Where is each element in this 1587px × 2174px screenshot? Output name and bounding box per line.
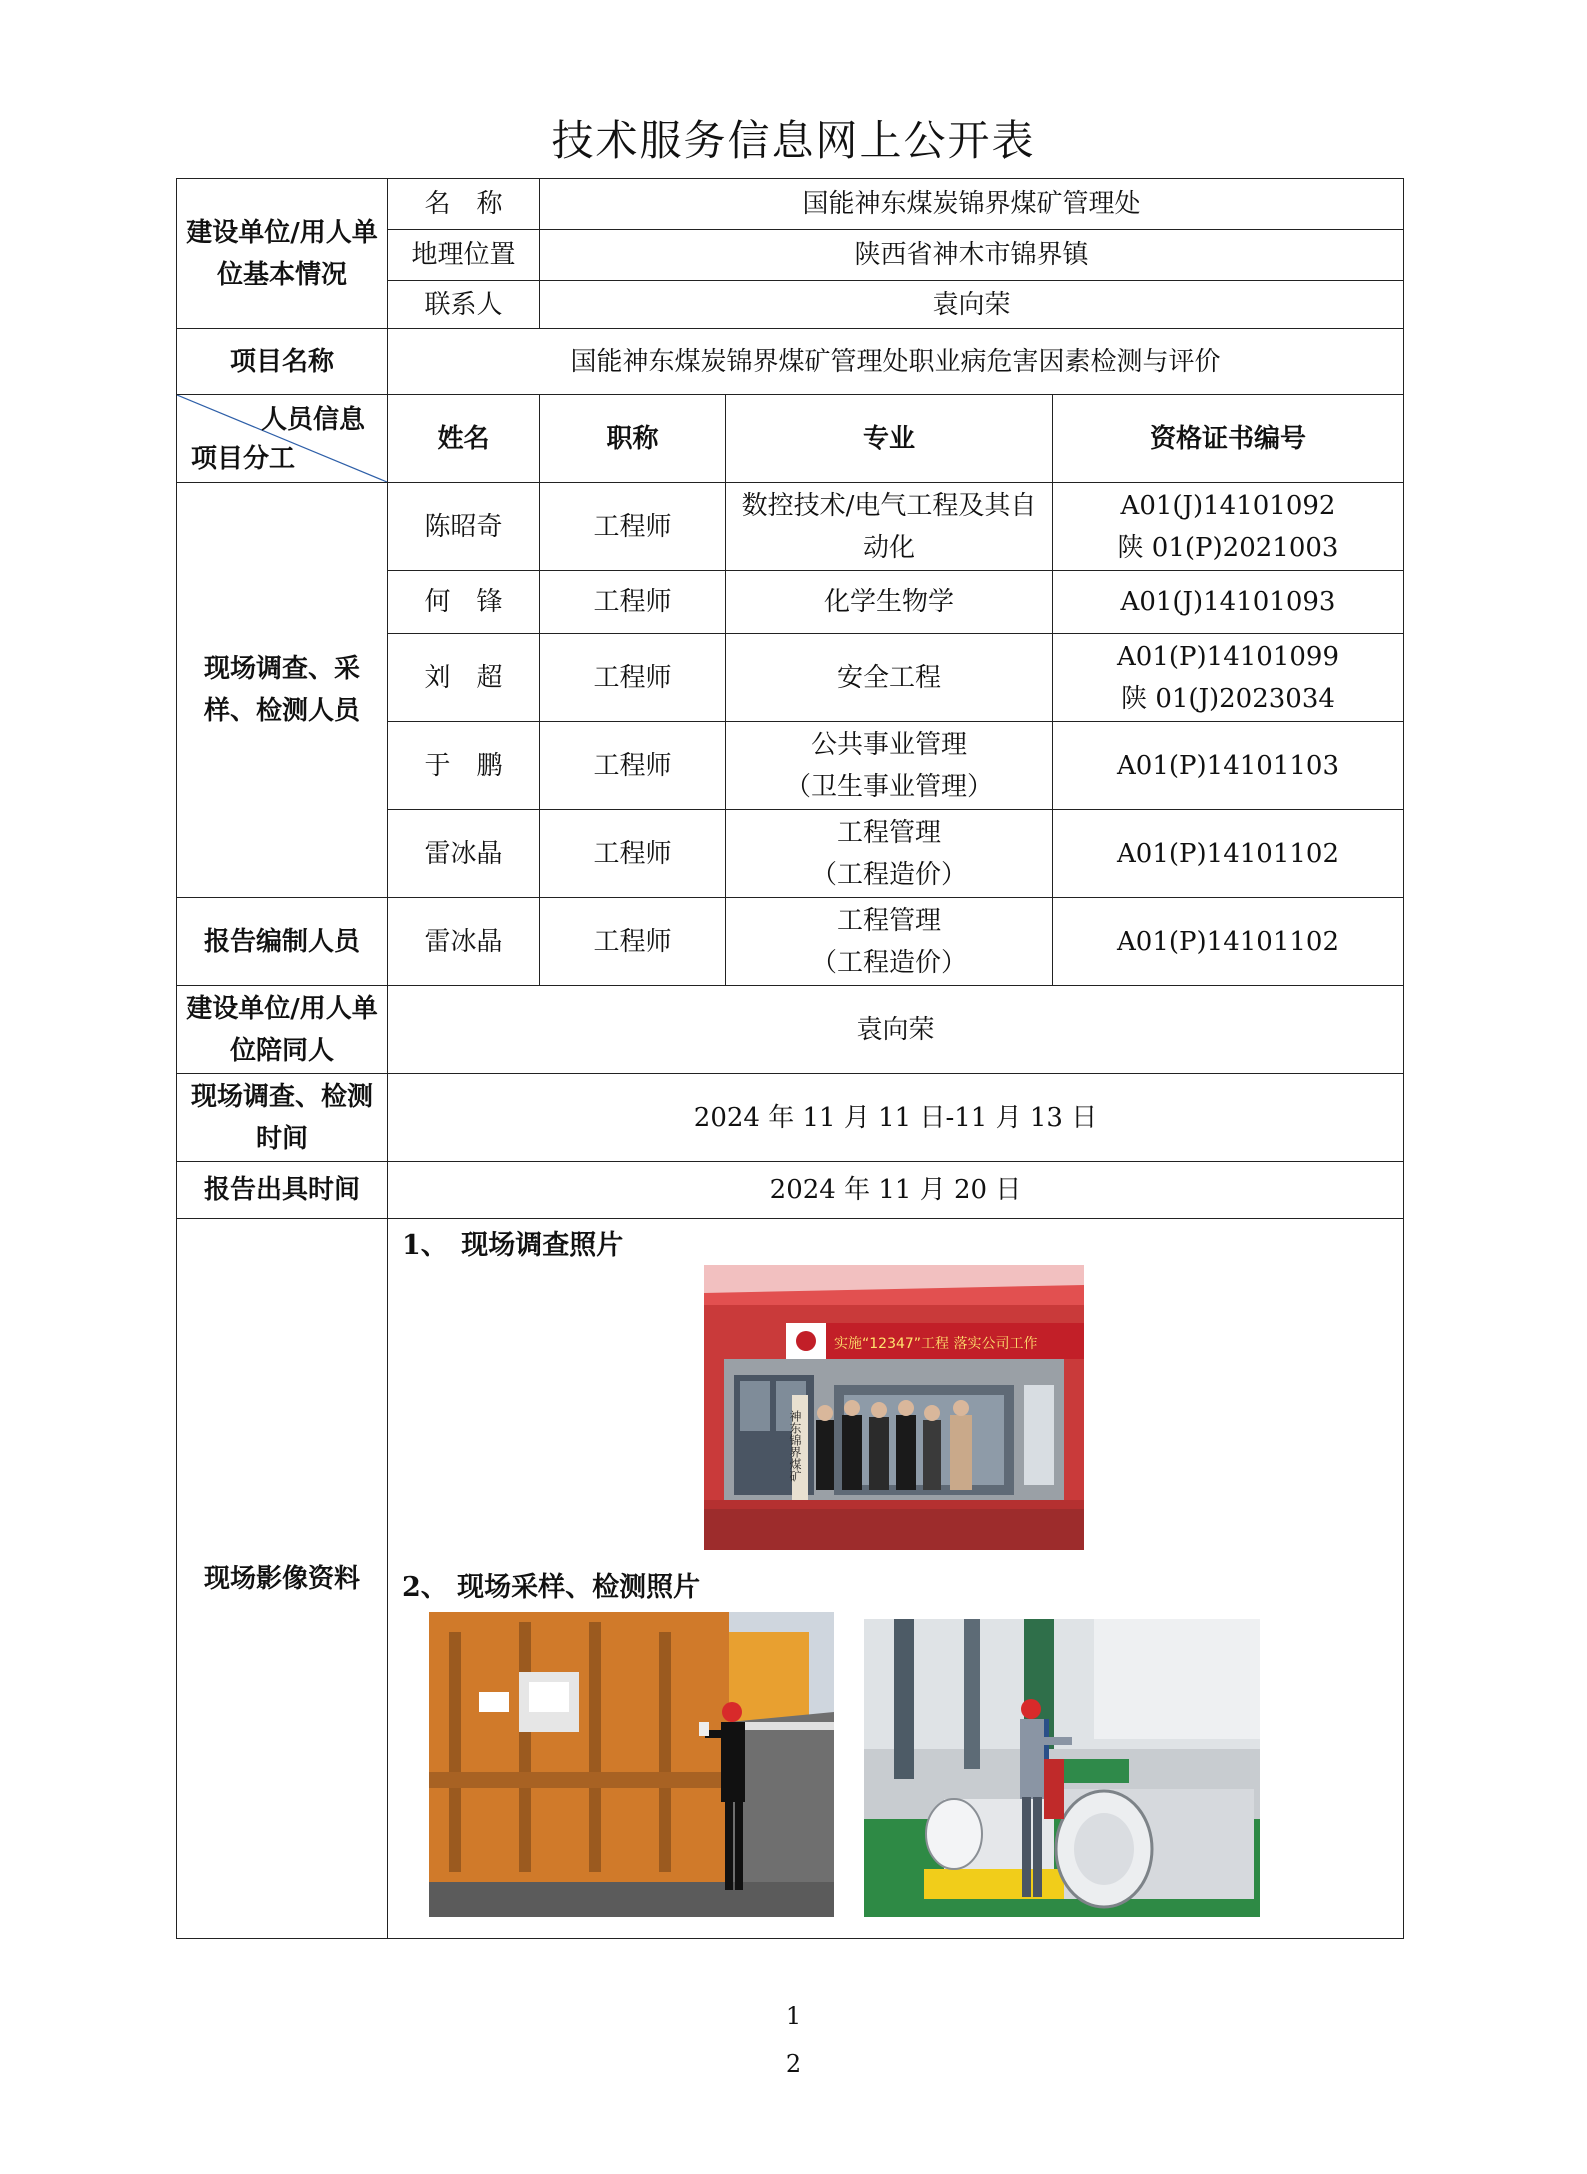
basic-key-contact: 联系人 (388, 281, 540, 329)
staff-major: 安全工程 (726, 634, 1053, 722)
staff-cert: A01(P)14101103 (1053, 722, 1404, 810)
basic-value-location: 陕西省神木市锦界镇 (540, 230, 1404, 281)
col-header-cert: 资格证书编号 (1053, 395, 1404, 483)
diagonal-header-cell (177, 395, 388, 483)
staff-cert: A01(J)14101093 (1053, 571, 1404, 634)
site-survey-photo (704, 1265, 1084, 1550)
staff-title: 工程师 (540, 810, 726, 898)
field-staff-label: 现场调查、采样、检测人员 (177, 483, 388, 898)
media-label: 现场影像资料 (177, 1219, 388, 1939)
project-label: 项目名称 (177, 329, 388, 395)
banner-text: 实施“12347”工程 落实公司工作 (834, 1336, 1038, 1352)
staff-title: 工程师 (540, 571, 726, 634)
page-number-1: 1 (785, 2002, 802, 2030)
basic-value-contact: 袁向荣 (540, 281, 1404, 329)
report-staff-cert: A01(P)14101102 (1053, 898, 1404, 986)
basic-key-name: 名 称 (388, 179, 540, 230)
staff-major: 工程管理 （工程造价） (726, 810, 1053, 898)
survey-time-label: 现场调查、检测时间 (177, 1074, 388, 1162)
staff-title: 工程师 (540, 722, 726, 810)
staff-cert: A01(P)14101099 陕 01(J)2023034 (1053, 634, 1404, 722)
basic-value-name: 国能神东煤炭锦界煤矿管理处 (540, 179, 1404, 230)
section2-heading: 2、 现场采样、检测照片 (402, 1572, 701, 1603)
staff-title: 工程师 (540, 634, 726, 722)
staff-cert: A01(P)14101102 (1053, 810, 1404, 898)
staff-name: 何 锋 (388, 571, 540, 634)
sign-text: 神东锦界煤矿 (788, 1410, 802, 1482)
report-time-value: 2024 年 11 月 20 日 (388, 1162, 1404, 1219)
staff-name: 雷冰晶 (388, 810, 540, 898)
sampling-photo-1 (429, 1612, 834, 1917)
report-staff-title: 工程师 (540, 898, 726, 986)
staff-major: 数控技术/电气工程及其自动化 (726, 483, 1053, 571)
report-staff-major: 工程管理 （工程造价） (726, 898, 1053, 986)
page-title: 技术服务信息网上公开表 (551, 116, 1036, 165)
section1-heading: 1、 现场调查照片 (402, 1230, 624, 1261)
staff-major: 公共事业管理 （卫生事业管理） (726, 722, 1053, 810)
media-cell (388, 1219, 1404, 1939)
report-staff-name: 雷冰晶 (388, 898, 540, 986)
diag-top-label: 人员信息 (260, 405, 365, 435)
report-time-label: 报告出具时间 (177, 1162, 388, 1219)
survey-time-value: 2024 年 11 月 11 日-11 月 13 日 (388, 1074, 1404, 1162)
col-header-name: 姓名 (388, 395, 540, 483)
project-value: 国能神东煤炭锦界煤矿管理处职业病危害因素检测与评价 (388, 329, 1404, 395)
col-header-title: 职称 (540, 395, 726, 483)
page-number-2: 2 (785, 2050, 802, 2078)
basic-info-label: 建设单位/用人单位基本情况 (177, 179, 388, 329)
basic-key-location: 地理位置 (388, 230, 540, 281)
staff-name: 于 鹏 (388, 722, 540, 810)
report-staff-label: 报告编制人员 (177, 898, 388, 986)
staff-name: 刘 超 (388, 634, 540, 722)
escort-value: 袁向荣 (388, 986, 1404, 1074)
staff-title: 工程师 (540, 483, 726, 571)
sampling-photo-2 (864, 1619, 1260, 1917)
diag-bottom-label: 项目分工 (191, 444, 296, 474)
info-table (176, 178, 1404, 1939)
col-header-major: 专业 (726, 395, 1053, 483)
staff-cert: A01(J)14101092 陕 01(P)2021003 (1053, 483, 1404, 571)
staff-major: 化学生物学 (726, 571, 1053, 634)
escort-label: 建设单位/用人单位陪同人 (177, 986, 388, 1074)
staff-name: 陈昭奇 (388, 483, 540, 571)
